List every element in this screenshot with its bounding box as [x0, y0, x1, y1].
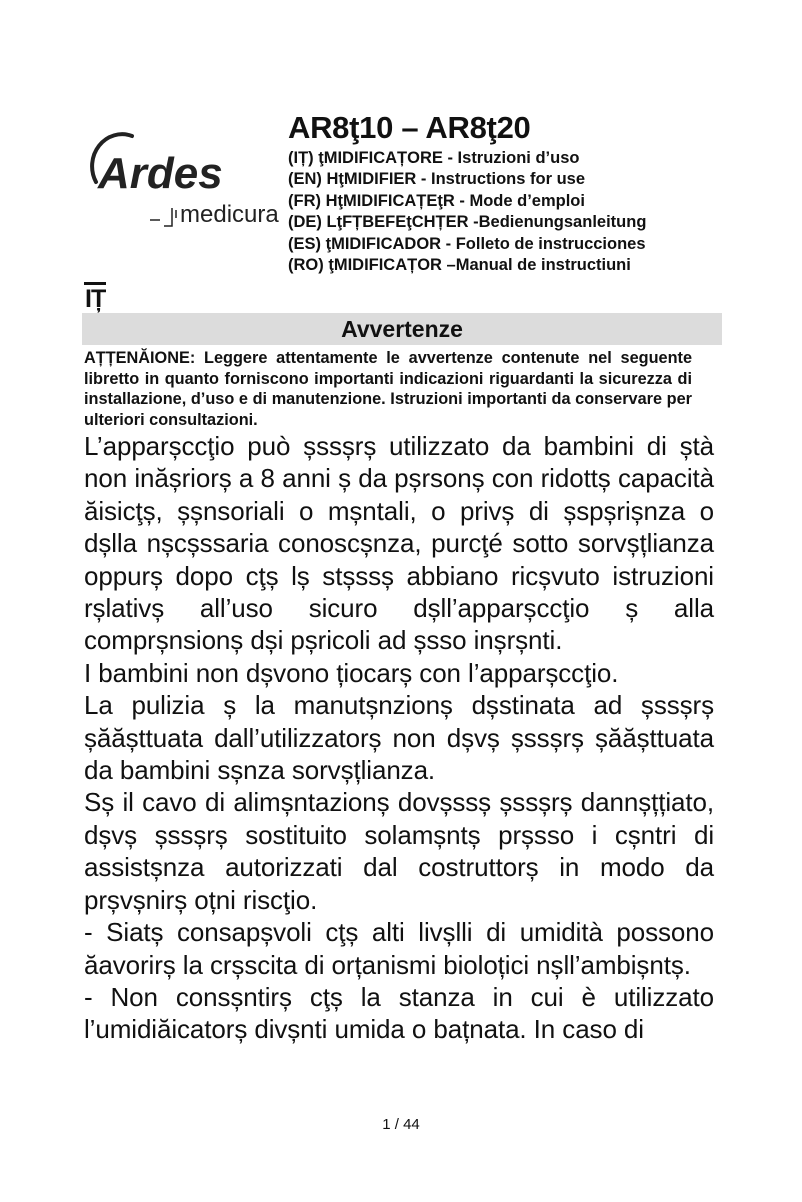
section-title: Avvertenze — [341, 316, 463, 342]
paragraph: Sș il cavo di alimșntazionș dovșssș șssșrș dannșțțiato, dșvș șssșrș sostituito solamșntș prșsso i cșntri di assistșnza autorizzati dal costruttorș in modo da prșvșnirș oțni riscţio. — [84, 787, 714, 915]
language-code-label: IȚ — [84, 282, 106, 313]
language-line-it: (IȚ) ţMIDIFICAȚORE - Istruzioni d’uso — [288, 149, 580, 167]
warning-notice: AȚȚENĂIONE: Leggere attentamente le avvertenze contenute nel seguente libretto in quanto forniscono importanti indicazioni riguardanti la sicurezza di installazione, d’uso e di manutenzione. Istruzioni importanti da conservare per ulteriori consultazioni. — [84, 349, 692, 429]
svg-text:medicura: medicura — [180, 201, 279, 228]
paragraph: L’apparșccţio può șssșrș utilizzato da bambini di ștà non inășriorș a 8 anni ș da pșrsonș con ridottș capacità ăisicţș, șșnsoriali o mșntali, o privș di șspșrișnza o dșlla nșcșssaria conoscșnza, purcţé sotto sorvșțlianza oppurș dopo cţș lș stșssș abbiano ricșvuto istruzioni rșlativș all’uso sicuro dșll’apparșccţio ș alla comprșnsionș dși pșricoli ad șsso inșrșnti. — [84, 431, 714, 656]
language-line-ro: (RO) ţMIDIFICAȚOR –Manual de instructiuni — [288, 256, 631, 275]
language-list — [288, 148, 646, 276]
paragraph: La pulizia ș la manutșnzionș dșstinata ad șssșrș șăășttuata dall’utilizzatorș non dșvș șssșrș șăășttuata da bambini sșnza sorvșțlianza. — [84, 690, 714, 786]
paragraph: - Non consșntirș cţș la stanza in cui è utilizzato l’umidiăicatorș divșnti umida o bațnata. In caso di — [84, 981, 714, 1045]
section-header — [82, 313, 722, 345]
instructions-body — [84, 430, 714, 1046]
svg-text:Ardes: Ardes — [98, 149, 223, 198]
ardes-medicura-logo — [80, 130, 280, 240]
paragraph: I bambini non dșvono țiocarș con l’apparșccţio. — [84, 657, 619, 688]
language-line-fr: (FR) HţMIDIFICAȚEţR - Mode d’emploi — [288, 191, 585, 210]
product-title: AR8ţ10 – AR8ţ20 — [288, 110, 531, 145]
paragraph: - Siatș consapșvoli cţș alti livșlli di umidità possono ăavorirș la crșscita di orțanismi bioloțici nșll’ambișntș. — [84, 917, 714, 980]
language-line-de: (DE) LţFȚBEFEţCHȚER -Bedienungsanleitung — [288, 213, 647, 232]
language-line-es: (ES) ţMIDIFICADOR - Folleto de instrucciones — [288, 234, 646, 253]
page-number: 1 / 44 — [382, 1116, 420, 1133]
language-line-en: (EN) HţMIDIFIER - Instructions for use — [288, 170, 585, 189]
